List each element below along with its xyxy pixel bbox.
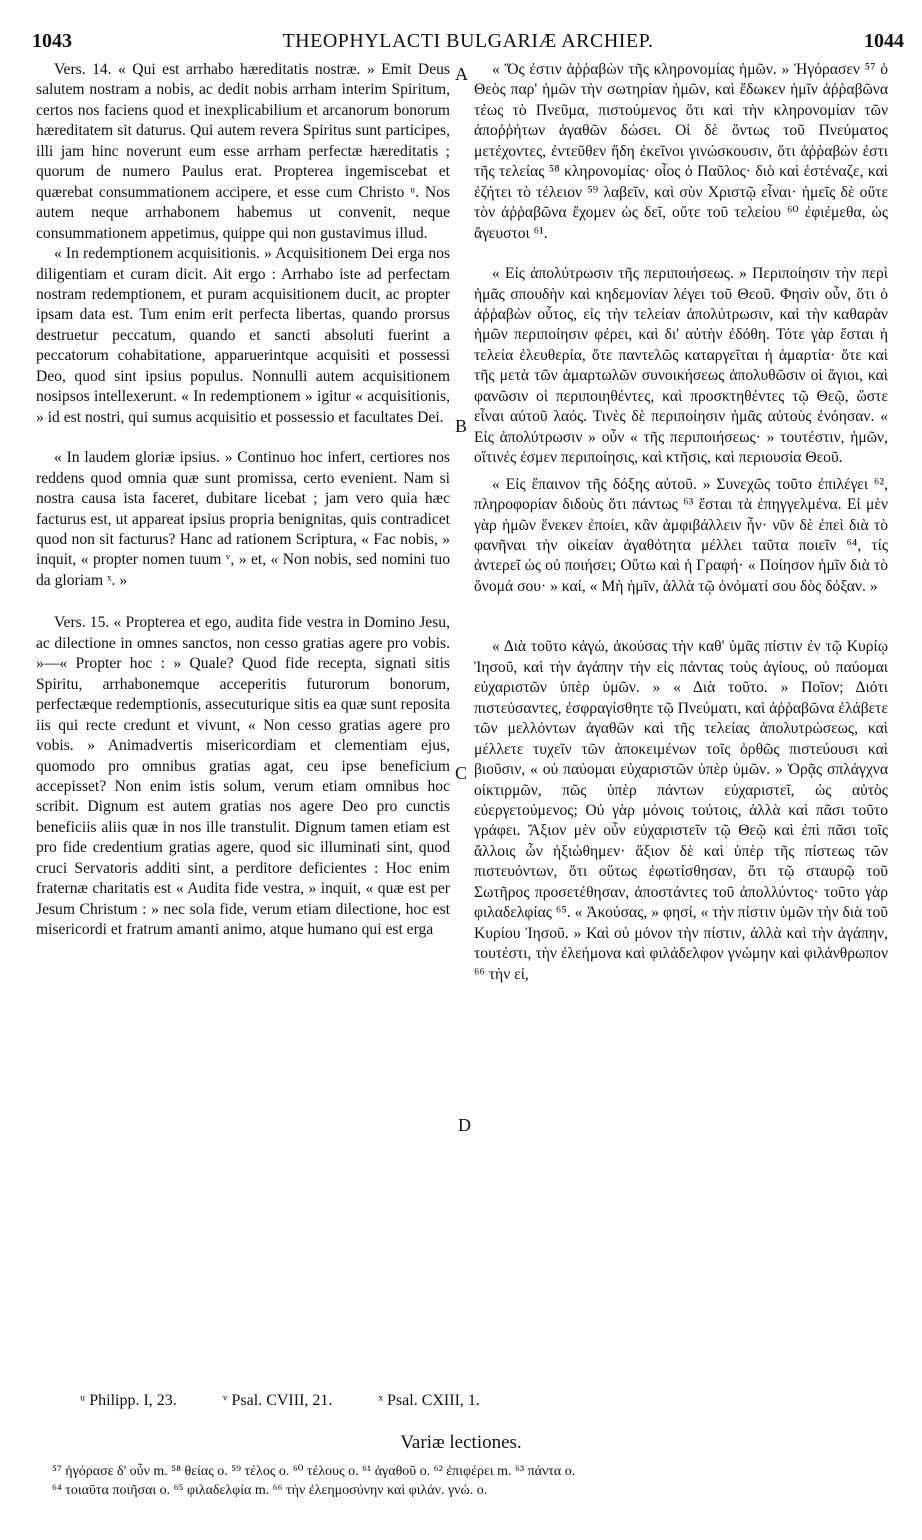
variae-lectiones-title: Variæ lectiones. [400,1432,522,1453]
variant-line: ⁵⁷ ἠγόρασε δ' οὖν m. ⁵⁸ θείας o. ⁵⁹ τέλος o. ⁶⁰ τέλους o. ⁶¹ ἀγαθοῦ o. ⁶² ἐπιφέρει m. ⁶³ πάντα o. [52,1464,576,1479]
greek-column [474,60,888,985]
footnote: ᵘ Philipp. I, 23. [80,1392,177,1409]
latin-paragraph: Vers. 15. « Propterea et ego, audita fide vestra in Domino Jesu, ac dilectione in omnes sanctos, non cesso gratias agere pro vobis. »—« Propter hoc : » Quale? Quod fide recepta, signati sitis Spiritu, arrhabonemque acceperitis futurorum bonorum, perfectæque redemptionis, assecuturique sitis ea quæ sunt reposita iis qui recte credunt et vivunt, « Non cesso gratias agere pro vobis. » Animadvertis misericordiam et clementiam ejus, quomodo pro omnibus gratias agat, ceu ipse beneficium accepisset? Non enim istis solum, verum etiam omnibus hoc scribit. Dignum est autem gratias nos agere Deo pro cunctis beneficiis aliis quæ in nos ille transtulit. Dignum tamen etiam est pro fide credentium gratias agere, quod sic illuminati sint, quod cruci Servatoris additi sint, a perditore deficientes : Hoc enim fraternæ charitatis est « Audita fide vestra, » inquit, « quæ est per Jesum Christum : » nec sola fide, verum etiam dilectione, hoc est misericordi et fratrum amanti animo, atque humano qui est erga [36,614,450,939]
footnote: ˣ Psal. CXIII, 1. [378,1392,480,1409]
margin-letter-b: B [455,416,468,436]
greek-paragraph: « Διὰ τοῦτο κἀγώ, ἀκούσας τὴν καθ' ὑμᾶς πίστιν ἐν τῷ Κυρίῳ Ἰησοῦ, καὶ τὴν ἀγάπην τὴν εἰς πάντας τοὺς ἁγίους, οὐ παύομαι εὐχαριστῶν ὑπὲρ ὑμῶν. » « Διὰ τοῦτο. » Ποῖον; Διότι πιστεύσαντες, ἐσφραγίσθητε τῷ Πνεύματι, καὶ ἀῤῥαβῶνα ἐλάβετε τῶν μελλόντων ἀγαθῶν καὶ τῆς τελείας ἀπολυτρώσεως, καὶ μέλλετε τυχεῖν τῶν ἀποκειμένων τοῖς ὀρθῶς πιστεύουσι καὶ βιοῦσιν, « οὐ παύομαι εὐχαριστῶν ὑπὲρ ὑμῶν. » Ὁρᾷς σπλάγχνα οἰκτιρμῶν, πῶς ὑπὲρ πάντων εὐχαριστεῖ, ὡς αὐτὸς εὐεργετούμενος; Οὐ γὰρ μόνοις τούτοις, ἀλλὰ καὶ πᾶσι τοῦτο γράφει. Ἄξιον μὲν οὖν εὐχαριστεῖν τῷ Θεῷ καὶ ἐπὶ πᾶσι τοῖς ἄλλοις ὧν ἠξιώθημεν· ἄξιον δὲ καὶ ὑπὲρ τῆς πίστεως τῶν πιστευόντων, ὅτι οὕτως ἐφωτίσθησαν, ὅτι τῷ σταυρῷ τοῦ Σωτῆρος προσετέθησαν, ἀποστάντες τοῦ ἀπολλύντος· τοῦτο γὰρ φιλαδελφίας ⁶⁵. « Ἀκούσας, » φησί, « τὴν πίστιν ὑμῶν τὴν διὰ τοῦ Κυρίου Ἰησοῦ. » Καὶ οὐ μόνον τὴν πίστιν, ἀλλὰ καὶ τὴν ἀγάπην, τουτέστι, τὴν ἐλεήμονα καὶ φιλάδελφον γνώμην καὶ φιλάνθρωπον ⁶⁶ τὴν εἰ, [474,638,888,983]
latin-paragraph: Vers. 14. « Qui est arrhabo hæreditatis nostræ. » Emit Deus salutem nostram a nobis, ac dedit nobis arrham interim Spiritum, certos nos faciens quod et inexplicabilium et arcanorum bonorum hæreditatem sit daturus. Qui autem revera Spiritus sunt participes, illi jam hinc noverunt eum esse arrham perfectæ hæreditatis ; quorum de numero Paulus erat. Propterea ingemiscebat et quærebat consummationem accipere, et esse cum Christo ᵘ. Nos autem neque arrhabonem habemus ut convenit, neque consummationem appetimus, quippe qui non gustavimus illud. [36,61,450,242]
running-title: THEOPHYLACTI BULGARIÆ ARCHIEP. [282,30,654,52]
greek-paragraph: « Ὅς ἐστιν ἀῤῥαβὼν τῆς κληρονομίας ἡμῶν. » Ἠγόρασεν ⁵⁷ ὁ Θεὸς παρ' ἡμῶν τὴν σωτηρίαν ἡμῶν, καὶ ἔδωκεν ἡμῖν ἀῤῥαβῶνα τέως τὸ Πνεῦμα, πιστούμενος ὅτι καὶ τὴν κληρονομίαν τῶν ἀποῤῥήτων ἀγαθῶν δώσει. Οἱ δὲ ὄντως τοῦ Πνεύματος μετέχοντες, ἐντεῦθεν ἤδη ἐκεῖνοι γινώσκουσιν, ὅτι ἀῤῥαβών ἐστι τῆς τελείας ⁵⁸ κληρονομίας· οἷος ὁ Παῦλος· διὸ καὶ ἐστέναζε, καὶ ἐζήτει τὸ τέλειον ⁵⁹ λαβεῖν, καὶ σὺν Χριστῷ εἶναι· ἡμεῖς δὲ οὔτε τὸν ἀῤῥαβῶνα ἔχομεν ὡς δεῖ, οὔτε τοῦ τελείου ⁶⁰ ἐφιέμεθα, ὡς ἄγευστοι ⁶¹. [474,61,888,242]
latin-column [36,60,450,941]
variant-line: ⁶⁴ τοιαῦτα ποιῆσαι o. ⁶⁵ φιλαδελφία m. ⁶⁶ τὴν ἐλεημοσύνην καὶ φιλάν. γνώ. o. [52,1483,488,1498]
page-number-right: 1044 [864,30,904,52]
footnote: ᵛ Psal. CVIII, 21. [222,1392,333,1409]
variant-readings [52,1462,902,1500]
margin-letter-d: D [458,1115,471,1135]
latin-paragraph: « In redemptionem acquisitionis. » Acquisitionem Dei erga nos diligentiam et curam dicit. Ait ergo : Arrhabo iste ad perfectam nostram redemptionem, et puram acquisitionem ducit, ac propter ipsam data est. Tum enim erit perfecta libertas, quando prorsus destruetur peccatum, quando et sancti absoluti fuerint a peccatorum cohabitatione, apparuerintque acquisiti et possessi Deo, quod sint ipsius populus. Nonnulli autem acquisitionem nosipsos intellexerunt. « In redemptionem » igitur « acquisitionis, » id est nostri, qui sumus acquisitio et possessio et facultates Dei. [36,245,450,426]
margin-letter-c: C [455,763,468,783]
page-header [32,30,904,54]
page-number-left: 1043 [32,30,72,52]
margin-letter-a: A [455,64,468,84]
greek-paragraph: « Εἰς ἔπαινον τῆς δόξης αὐτοῦ. » Συνεχῶς τοῦτο ἐπιλέγει ⁶², πληροφορίαν διδοὺς ὅτι πάντως ⁶³ ἔσται τὰ ἐπηγγελμένα. Εἰ μὲν γὰρ ἡμῶν ἕνεκεν ἐποίει, κἂν ἀμφιβάλλειν ἦν· νῦν δὲ ἐπεὶ διὰ τὸ φανῆναι τὴν οἰκείαν ἀγαθότητα μέλλει ταῦτα ποιεῖν ⁶⁴, τίς ἀντερεῖ ὡς οὐ ποιήσει; Οὕτω καὶ ἡ Γραφή· « Ποίησον ἡμῖν διὰ τὸ ὄνομά σου· » καί, « Μὴ ἡμῖν, ἀλλὰ τῷ ὀνόματί σου δὸς δόξαν. » [474,475,888,595]
latin-paragraph: « In laudem gloriæ ipsius. » Continuo hoc infert, certiores nos reddens quod omnia quæ sunt promissa, certo evenient. Nam si nostra causa ista faceret, dubitare licebat ; jam vero quia hæc facturus est, ut appareat ipsius propria benignitas, quis contradicet quod non sit facturus? Hanc ad rationem Scriptura, « Fac nobis, » inquit, « propter nomen tuum ᵛ, » et, « Non nobis, sed nomini tuo da gloriam ˣ. » [36,449,450,589]
footnotes [80,1392,902,1410]
greek-paragraph: « Εἰς ἀπολύτρωσιν τῆς περιποιήσεως. » Περιποίησιν τὴν περὶ ἡμᾶς σπουδὴν καὶ κηδεμονίαν λέγει τοῦ Θεοῦ. Φησὶν οὖν, ὅτι ὁ ἀῤῥαβὼν οὗτος, εἰς τὴν τελείαν ἀπολύτρωσιν, καὶ τὴν καθαρὰν ἡμῶν περιποίησιν φέρει, καὶ δι' αὐτὴν ἐδόθη. Τότε γὰρ ἔσται ἡ τελεία ἐλευθερία, ὅτε παντελῶς καταργεῖται ἡ ἁμαρτία· ὅτε καὶ τῆς μετὰ τῶν ἁμαρτωλῶν συνοικήσεως ἀπολυθῶσιν οἱ ἅγιοι, καὶ φανῶσιν οἱ περιποιηθέντες, καὶ προσκτηθέντες τῷ Θεῷ, ὥστε εἶναι αὐτοῦ λαός. Τινὲς δὲ περιποίησιν ἡμᾶς αὐτοὺς ἐνόησαν. « Εἰς ἀπολύτρωσιν » οὖν « τῆς περιποιήσεως· » τουτέστιν, ἡμῶν, οἵτινές ἐσμεν περιποίησις, καὶ κτῆσις, καὶ περιουσία Θεοῦ. [474,265,888,467]
